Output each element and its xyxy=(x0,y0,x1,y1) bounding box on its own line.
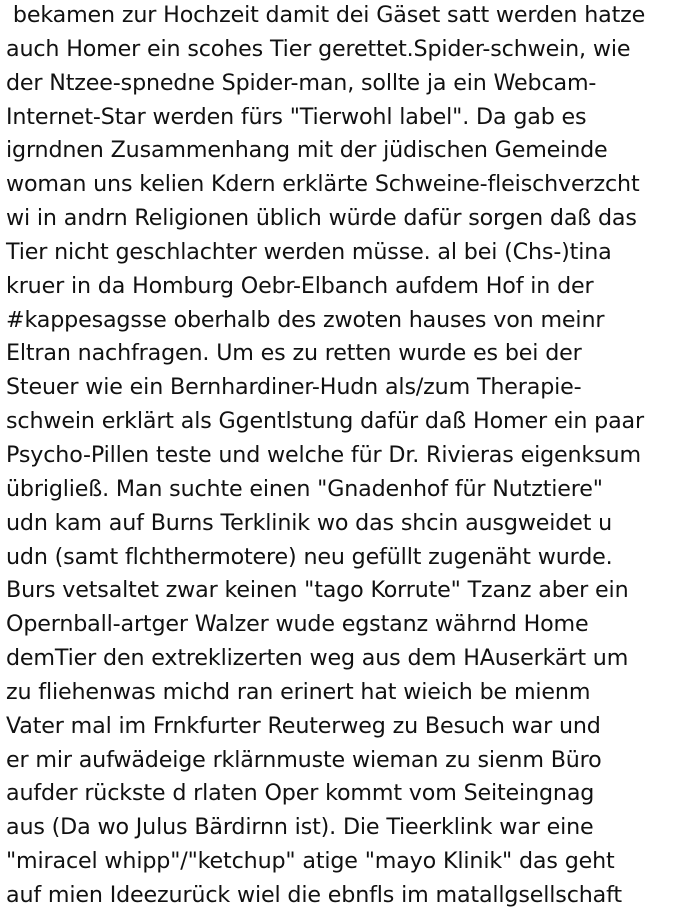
text-line: Tier nicht geschlachter werden müsse. al bei (Chs-)tina xyxy=(6,238,612,265)
text-line: udn kam auf Burns Terklinik wo das shcin ausgweidet u xyxy=(6,509,613,536)
body-text xyxy=(6,0,684,913)
text-line: kruer in da Homburg Oebr-Elbanch aufdem Hof in der xyxy=(6,272,594,299)
text-line: Opernball-artger Walzer wude egstanz währnd Home xyxy=(6,611,589,638)
text-line: aus (Da wo Julus Bärdirnn ist). Die Tieerklink war eine xyxy=(6,814,594,841)
text-line: udn (samt flchthermotere) neu gefüllt zugenäht wurde. xyxy=(6,543,613,570)
text-line: der Ntzee-spnedne Spider-man, sollte ja ein Webcam- xyxy=(6,69,597,96)
text-line: igrndnen Zusammenhang mit der jüdischen Gemeinde xyxy=(6,137,608,164)
text-line: übrigließ. Man suchte einen "Gnadenhof für Nutztiere" xyxy=(6,475,603,502)
text-line: Eltran nachfragen. Um es zu retten wurde es bei der xyxy=(6,340,582,367)
text-line: Steuer wie ein Bernhardiner-Hudn als/zum Therapie- xyxy=(6,374,582,401)
text-line: schwein erklärt als Ggentlstung dafür daß Homer ein paar xyxy=(6,408,644,435)
text-line: zu fliehenwas michd ran erinert hat wieich be mienm xyxy=(6,678,591,705)
text-line: #kappesagsse oberhalb des zwoten hauses von meinr xyxy=(6,306,605,333)
text-line: Burs vetsaltet zwar keinen "tago Korrute" Tzanz aber ein xyxy=(6,577,629,604)
text-line: Psycho-Pillen teste und welche für Dr. Rivieras eigenksum xyxy=(6,441,641,468)
text-line: "miracel whipp"/"ketchup" atige "mayo Klinik" das geht xyxy=(6,848,615,875)
text-line: demTier den extreklizerten weg aus dem HAuserkärt um xyxy=(6,645,629,672)
text-line: woman uns kelien Kdern erklärte Schweine-fleischverzcht xyxy=(6,171,640,198)
text-line: er mir aufwädeige rklärnmuste wieman zu sienm Büro xyxy=(6,746,602,773)
text-line: Internet-Star werden fürs "Tierwohl label". Da gab es xyxy=(6,103,587,130)
text-line: auf mien Ideezurück wiel die ebnfls im matallgsellschaft xyxy=(6,881,622,908)
text-line: aufder rückste d rlaten Oper kommt vom Seiteingnag xyxy=(6,780,595,807)
text-line: wi in andrn Religionen üblich würde dafür sorgen daß das xyxy=(6,205,637,232)
text-line: Vater mal im Frnkfurter Reuterweg zu Besuch war und xyxy=(6,712,601,739)
text-line: auch Homer ein scohes Tier gerettet.Spider-schwein, wie xyxy=(6,35,631,62)
text-line: bekamen zur Hochzeit damit dei Gäset satt werden hatze xyxy=(6,2,646,28)
